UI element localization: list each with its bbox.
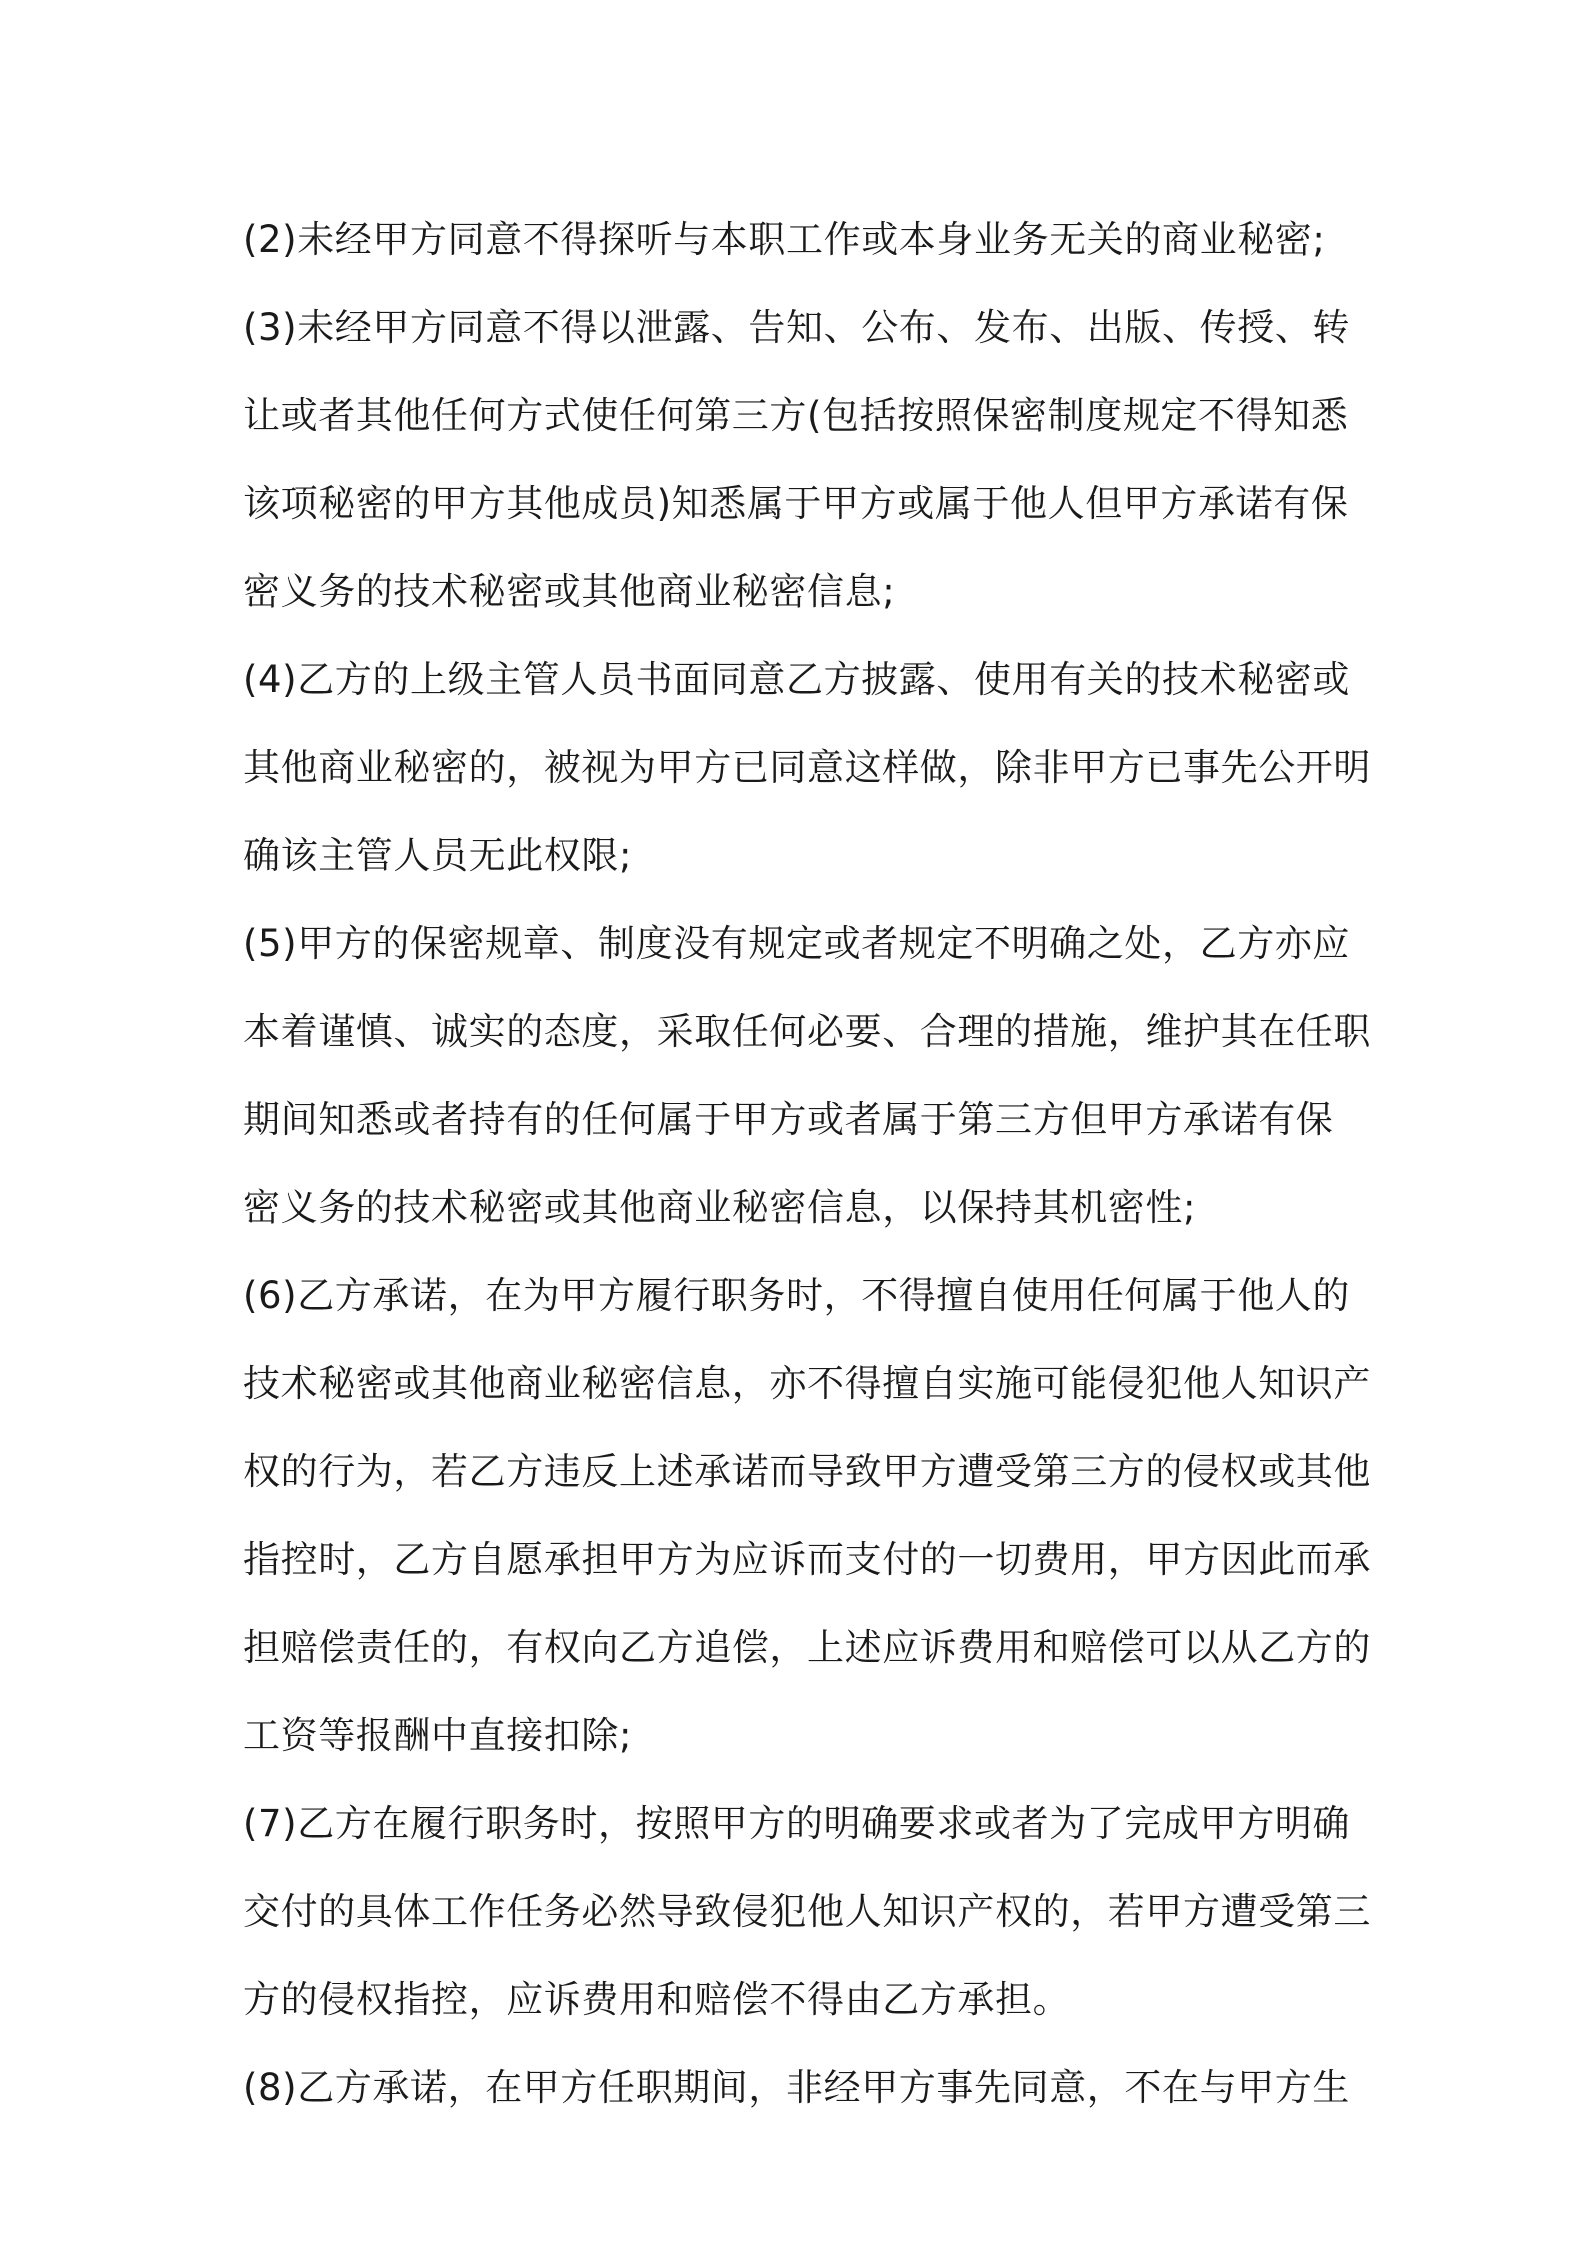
text-line: (6)乙方承诺，在为甲方履行职务时，不得擅自使用任何属于他人的: [243, 1274, 1351, 1317]
clause-7: [243, 1780, 1371, 2044]
text-line: 其他商业秘密的，被视为甲方已同意这样做，除非甲方已事先公开明: [243, 746, 1371, 789]
text-line: 指控时，乙方自愿承担甲方为应诉而支付的一切费用，甲方因此而承: [243, 1538, 1371, 1581]
text-line: 交付的具体工作任务必然导致侵犯他人知识产权的，若甲方遭受第三: [243, 1890, 1371, 1933]
text-line: (7)乙方在履行职务时，按照甲方的明确要求或者为了完成甲方明确: [243, 1802, 1351, 1845]
text-line: 密义务的技术秘密或其他商业秘密信息，以保持其机密性;: [243, 1186, 1197, 1229]
text-line: (8)乙方承诺，在甲方任职期间，非经甲方事先同意，不在与甲方生: [243, 2066, 1351, 2109]
clause-8: [243, 2044, 1363, 2132]
clause-3: [243, 284, 1363, 636]
text-line: 期间知悉或者持有的任何属于甲方或者属于第三方但甲方承诺有保: [243, 1098, 1334, 1141]
clause-6: [243, 1252, 1371, 1780]
text-line: (5)甲方的保密规章、制度没有规定或者规定不明确之处，乙方亦应: [243, 922, 1351, 965]
text-line: (3)未经甲方同意不得以泄露、告知、公布、发布、出版、传授、转: [243, 306, 1351, 349]
text-line: 担赔偿责任的，有权向乙方追偿，上述应诉费用和赔偿可以从乙方的: [243, 1626, 1371, 1669]
text-line: (2)未经甲方同意不得探听与本职工作或本身业务无关的商业秘密;: [243, 218, 1326, 261]
clause-2: [243, 196, 1363, 284]
text-line: (4)乙方的上级主管人员书面同意乙方披露、使用有关的技术秘密或: [243, 658, 1351, 701]
text-line: 权的行为，若乙方违反上述承诺而导致甲方遭受第三方的侵权或其他: [243, 1450, 1371, 1493]
text-line: 确该主管人员无此权限;: [243, 834, 633, 877]
clause-5: [243, 900, 1371, 1252]
text-line: 该项秘密的甲方其他成员)知悉属于甲方或属于他人但甲方承诺有保: [243, 482, 1349, 525]
text-line: 工资等报酬中直接扣除;: [243, 1714, 633, 1757]
text-line: 技术秘密或其他商业秘密信息，亦不得擅自实施可能侵犯他人知识产: [243, 1362, 1371, 1405]
text-line: 密义务的技术秘密或其他商业秘密信息;: [243, 570, 896, 613]
document-body: [243, 196, 1371, 2132]
text-line: 本着谨慎、诚实的态度，采取任何必要、合理的措施，维护其在任职: [243, 1010, 1371, 1053]
clause-4: [243, 636, 1371, 900]
text-line: 方的侵权指控，应诉费用和赔偿不得由乙方承担。: [243, 1978, 1071, 2021]
text-line: 让或者其他任何方式使任何第三方(包括按照保密制度规定不得知悉: [243, 394, 1349, 437]
